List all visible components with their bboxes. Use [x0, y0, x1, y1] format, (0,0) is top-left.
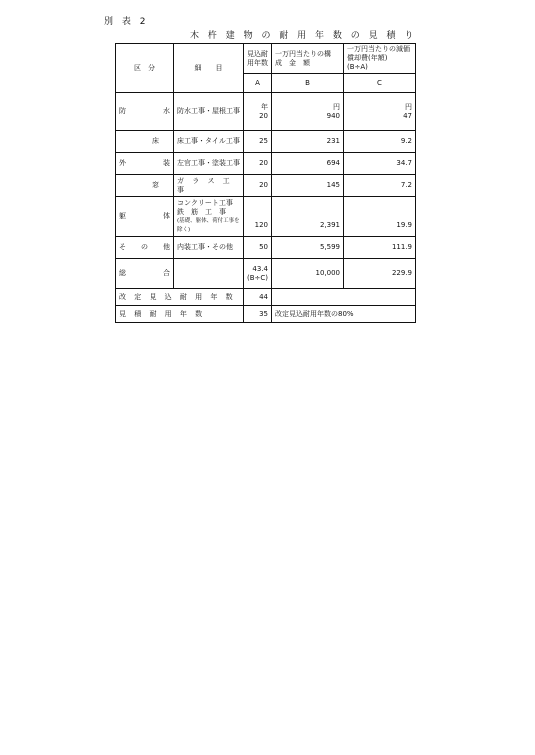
row-a: 50 [244, 237, 272, 259]
row-a: 120 [244, 197, 272, 237]
estimated-life-label: 見 積 耐 用 年 数 [116, 306, 244, 323]
unit-c: 円 [405, 102, 412, 111]
estimate-table [115, 43, 416, 323]
header-depr: 一万円当たりの減価償却費(年額) (B÷A) [344, 44, 416, 74]
row-category: 床 [116, 131, 174, 153]
row-b: 10,000 [272, 259, 344, 289]
row-detail: 内装工事・その他 [174, 237, 244, 259]
row-detail [174, 259, 244, 289]
col-letter-c: C [344, 74, 416, 93]
row-category: 躯 体 [116, 197, 174, 237]
row-category: 窓 [116, 175, 174, 197]
row-b: 694 [272, 153, 344, 175]
row-category: そ の 他 [116, 237, 174, 259]
row-a: 25 [244, 131, 272, 153]
revised-life-row [116, 289, 416, 306]
header-cost: 一万円当たりの構 成 金 額 [272, 44, 344, 74]
row-a [244, 93, 272, 131]
row-c: 229.9 [344, 259, 416, 289]
header-category: 区 分 [116, 44, 174, 93]
table-row [116, 93, 416, 131]
row-c: 34.7 [344, 153, 416, 175]
row-b: 231 [272, 131, 344, 153]
row-detail-line: 鉄 筋 工 事 [177, 207, 226, 216]
row-detail-line: コンクリート工事 [177, 198, 233, 207]
row-b: 145 [272, 175, 344, 197]
row-c: 19.9 [344, 197, 416, 237]
row-category: 外 装 [116, 153, 174, 175]
row-detail: 床工事・タイル工事 [174, 131, 244, 153]
attachment-label: 別 表 2 [104, 17, 149, 27]
revised-life-value: 44 [244, 289, 272, 306]
estimated-life-value: 35 [244, 306, 272, 323]
table-row [116, 259, 416, 289]
row-b: 2,391 [272, 197, 344, 237]
row-b-value: 940 [326, 111, 340, 120]
estimated-life-row [116, 306, 416, 323]
document-title: 木 杵 建 物 の 耐 用 年 数 の 見 積 り [190, 31, 417, 41]
row-b [272, 93, 344, 131]
row-c [344, 93, 416, 131]
estimated-life-note: 改定見込耐用年数の80% [272, 306, 416, 323]
row-detail: ガ ラ ス 工 事 [174, 175, 244, 197]
revised-life-blank [272, 289, 416, 306]
row-c: 111.9 [344, 237, 416, 259]
row-c: 9.2 [344, 131, 416, 153]
row-b: 5,599 [272, 237, 344, 259]
row-c-value: 47 [403, 111, 412, 120]
table-row [116, 175, 416, 197]
header-detail: 細 目 [174, 44, 244, 93]
row-c: 7.2 [344, 175, 416, 197]
row-detail-line: (基礎、躯体、荷付工事を除く) [177, 217, 240, 233]
row-a: 20 [244, 153, 272, 175]
row-detail [174, 197, 244, 237]
row-a [244, 259, 272, 289]
table-row [116, 131, 416, 153]
table-row [116, 153, 416, 175]
unit-b: 円 [333, 102, 340, 111]
row-a-value: 20 [259, 111, 268, 120]
row-detail: 左官工事・塗装工事 [174, 153, 244, 175]
row-a-line: (B÷C) [247, 273, 269, 282]
row-a: 20 [244, 175, 272, 197]
col-letter-a: A [244, 74, 272, 93]
row-category: 防 水 [116, 93, 174, 131]
header-est-life: 見込耐用年数 [244, 44, 272, 74]
row-detail: 防水工事・屋根工事 [174, 93, 244, 131]
col-letter-b: B [272, 74, 344, 93]
table-row [116, 237, 416, 259]
row-category: 総 合 [116, 259, 174, 289]
row-a-line: 43.4 [252, 264, 268, 273]
unit-a: 年 [261, 102, 268, 111]
table-row [116, 197, 416, 237]
revised-life-label: 改 定 見 込 耐 用 年 数 [116, 289, 244, 306]
